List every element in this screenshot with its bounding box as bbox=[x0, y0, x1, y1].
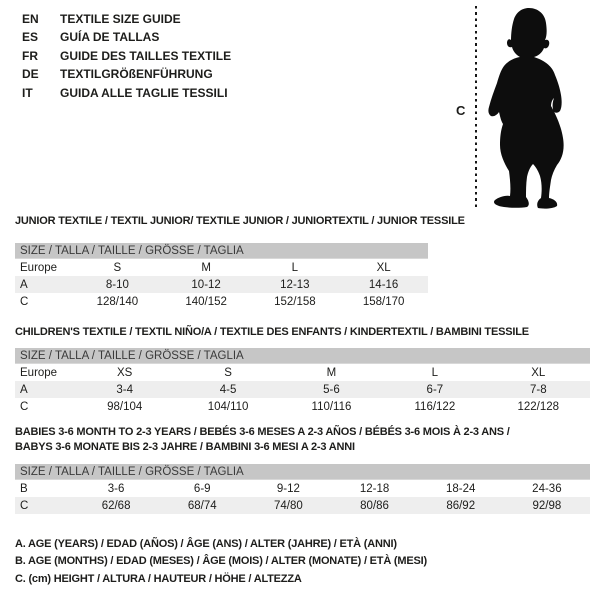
size-cell: 10-12 bbox=[191, 278, 221, 291]
table-row-a bbox=[15, 381, 590, 398]
guide-title: GUIDE DES TAILLES TEXTILE bbox=[60, 48, 232, 63]
size-cell: 128/140 bbox=[96, 295, 139, 308]
size-cell: 110/116 bbox=[311, 400, 352, 413]
babies-size-table bbox=[15, 480, 590, 514]
size-cell: 80/86 bbox=[360, 499, 389, 512]
size-cell: 18-24 bbox=[445, 482, 476, 495]
language-title-block bbox=[22, 10, 231, 102]
size-cell: M bbox=[201, 261, 211, 274]
section-title: JUNIOR TEXTILE / TEXTIL JUNIOR/ TEXTILE JUNIOR / JUNIORTEXTIL / JUNIOR TESSILE bbox=[15, 215, 465, 227]
guide-title: TEXTILGRÖßENFÜHRUNG bbox=[60, 67, 213, 82]
size-cell: 116/122 bbox=[414, 400, 456, 413]
size-cell: M bbox=[326, 366, 337, 379]
footnote-age-months: B. AGE (MONTHS) / EDAD (MESES) / ÂGE (MOIS) / ALTER (MONATE) / ETÀ (MESI) bbox=[15, 555, 427, 568]
table-row-c bbox=[15, 497, 590, 514]
size-cell: 140/152 bbox=[185, 295, 227, 308]
row-label: A bbox=[20, 383, 28, 396]
size-cell: 92/98 bbox=[532, 499, 562, 512]
footnotes-block bbox=[15, 536, 427, 588]
row-label: C bbox=[20, 295, 29, 308]
size-cell: 158/170 bbox=[362, 295, 405, 308]
size-cell: 24-36 bbox=[532, 482, 562, 495]
footnote-height-cm: C. (cm) HEIGHT / ALTURA / HAUTEUR / HÖHE / ALTEZZA bbox=[15, 572, 302, 585]
size-cell: 12-13 bbox=[280, 278, 310, 291]
table-row-b bbox=[15, 480, 590, 497]
language-code: DE bbox=[22, 67, 39, 82]
dotted-height-line bbox=[475, 6, 477, 207]
size-cell: 6-7 bbox=[426, 383, 444, 396]
table-row-europe bbox=[15, 364, 590, 381]
row-label: A bbox=[20, 278, 28, 291]
junior-size-table bbox=[15, 259, 428, 310]
row-label: C bbox=[20, 400, 29, 413]
row-label: Europe bbox=[20, 261, 58, 274]
language-row bbox=[22, 47, 231, 65]
row-label: C bbox=[20, 499, 29, 512]
language-code: ES bbox=[22, 30, 39, 45]
language-code: EN bbox=[22, 12, 39, 26]
guide-title: TEXTILE SIZE GUIDE bbox=[60, 12, 181, 26]
table-row-europe bbox=[15, 259, 428, 276]
table-row-c bbox=[15, 293, 428, 310]
size-header-bar: SIZE / TALLA / TAILLE / GRÖSSE / TAGLIA bbox=[15, 243, 428, 259]
size-cell: 9-12 bbox=[276, 482, 300, 495]
size-header-bar: SIZE / TALLA / TAILLE / GRÖSSE / TAGLIA bbox=[15, 348, 590, 364]
section-title: BABIES 3-6 MONTH TO 2-3 YEARS / BEBÉS 3-6 MESES A 2-3 AÑOS / BÉBÉS 3-6 MOIS À 2-3 ANS / bbox=[15, 426, 510, 438]
size-cell: 5-6 bbox=[323, 383, 340, 396]
language-row bbox=[22, 84, 231, 102]
size-cell: 12-18 bbox=[359, 482, 390, 495]
size-cell: XS bbox=[117, 366, 133, 379]
section-title-line2: BABYS 3-6 MONATE BIS 2-3 JAHRE / BAMBINI 3-6 MESI A 2-3 ANNI bbox=[15, 441, 355, 453]
table-row-a bbox=[15, 276, 428, 293]
children-size-table bbox=[15, 364, 590, 415]
size-cell: 98/104 bbox=[107, 400, 143, 413]
table-row-c bbox=[15, 398, 590, 415]
size-cell: 3-6 bbox=[107, 482, 125, 495]
section-babies-textile bbox=[15, 425, 590, 514]
size-cell: L bbox=[431, 366, 439, 379]
size-cell: 8-10 bbox=[105, 278, 129, 291]
language-row bbox=[22, 65, 231, 83]
size-cell: 4-5 bbox=[219, 383, 237, 396]
size-cell: S bbox=[224, 366, 232, 379]
size-cell: XL bbox=[376, 261, 391, 274]
size-cell: 122/128 bbox=[517, 400, 560, 413]
size-cell: 68/74 bbox=[187, 499, 217, 512]
size-cell: 74/80 bbox=[274, 499, 303, 512]
size-cell: XL bbox=[531, 366, 546, 379]
size-cell: 104/110 bbox=[207, 400, 249, 413]
footnote-age-years: A. AGE (YEARS) / EDAD (AÑOS) / ÂGE (ANS) / ALTER (JAHRE) / ETÀ (ANNI) bbox=[15, 538, 397, 550]
size-header-bar: SIZE / TALLA / TAILLE / GRÖSSE / TAGLIA bbox=[15, 464, 590, 480]
toddler-silhouette-icon bbox=[485, 3, 585, 212]
language-code: IT bbox=[22, 85, 33, 100]
language-code: FR bbox=[22, 48, 38, 63]
row-label: Europe bbox=[20, 366, 58, 379]
size-cell: 152/158 bbox=[274, 295, 316, 308]
language-row bbox=[22, 10, 231, 28]
size-cell: S bbox=[113, 261, 122, 274]
language-row bbox=[22, 28, 231, 46]
size-cell: 7-8 bbox=[529, 383, 547, 396]
height-measure-label: C bbox=[456, 103, 466, 118]
section-title: CHILDREN'S TEXTILE / TEXTIL NIÑO/A / TEXTILE DES ENFANTS / KINDERTEXTIL / BAMBINI TESSILE bbox=[15, 326, 529, 338]
size-cell: 86/92 bbox=[446, 499, 476, 512]
guide-title: GUIDA ALLE TAGLIE TESSILI bbox=[60, 85, 228, 100]
size-cell: 6-9 bbox=[193, 482, 211, 495]
row-label: B bbox=[20, 482, 28, 495]
section-junior-textile bbox=[15, 215, 465, 310]
height-measure-figure bbox=[450, 3, 598, 215]
size-cell: 3-4 bbox=[116, 383, 133, 396]
size-cell: 14-16 bbox=[368, 278, 399, 291]
section-childrens-textile bbox=[15, 326, 590, 415]
guide-title: GUÍA DE TALLAS bbox=[60, 30, 160, 45]
size-cell: L bbox=[291, 261, 299, 274]
size-cell: 62/68 bbox=[101, 499, 131, 512]
